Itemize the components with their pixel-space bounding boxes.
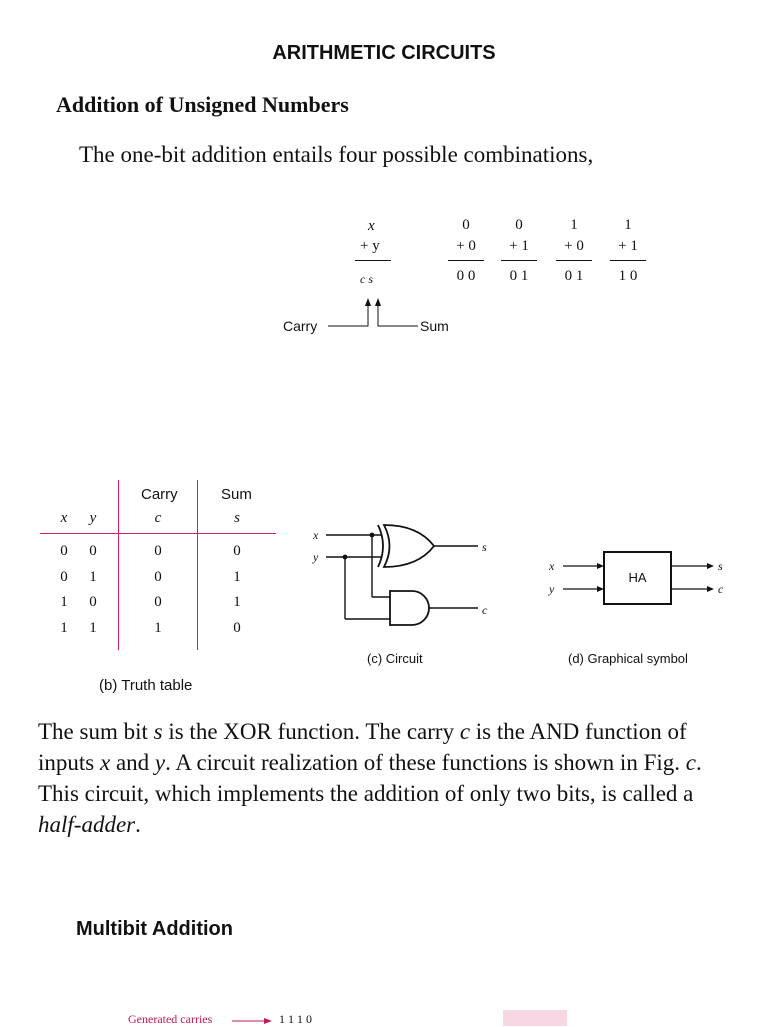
table-cell: 1 [233,594,241,610]
generated-carries-label: Generated carries [128,1012,213,1026]
table-header-rule [40,533,276,534]
paragraph-var: s [153,719,163,744]
circuit-caption: (c) Circuit [367,651,423,666]
column-operand: + 1 [509,238,529,254]
table-cell: 1 [89,569,97,585]
paragraph-var: c [459,719,471,744]
paragraph-text: is the XOR function. The carry [162,719,460,744]
column-rule [448,260,484,261]
table-cell: 0 [89,543,97,559]
column-operand: + 1 [618,238,638,254]
carry-label: Carry [283,318,318,334]
table-cell: 0 [154,594,162,610]
column-top: 0 [515,217,523,233]
operand-y: + y [360,238,380,254]
table-cell: 0 [154,543,162,559]
circuit-input-y: y [313,550,319,564]
sum-rule [355,260,391,261]
table-cell: 1 [89,620,97,636]
paragraph-var: x [99,750,111,775]
multibit-heading: Multibit Addition [76,918,233,940]
column-rule [501,260,537,261]
carry-sum-arrows [320,296,430,332]
document-title: ARITHMETIC CIRCUITS [272,42,496,64]
carries-value: 1 1 1 0 [279,1012,312,1026]
header-x: x [60,510,68,526]
symbol-input-x: x [549,559,555,573]
column-result: 0 1 [509,268,529,284]
table-cell: 1 [154,620,162,636]
paragraph-text: is the AND function of inputs [38,719,687,775]
result-cs: c s [360,272,373,286]
sum-label: Sum [420,318,449,334]
column-result: 0 0 [456,268,476,284]
symbol-output-s: s [718,559,723,573]
column-rule [556,260,592,261]
section-heading: Addition of Unsigned Numbers [56,92,349,117]
column-top: 0 [462,217,470,233]
column-rule [610,260,646,261]
column-operand: + 0 [456,238,476,254]
header-c: c [154,510,162,526]
symbol-caption: (d) Graphical symbol [568,651,688,666]
paragraph-text: . [135,812,141,837]
column-result: 0 1 [564,268,584,284]
circuit-output-s: s [482,540,487,554]
circuit-output-c: c [482,603,488,617]
table-cell: 1 [60,594,68,610]
circuit-input-x: x [313,528,319,542]
paragraph-text: . This circuit, which implements the addition of only two bits, is called a [38,750,702,806]
column-top: 1 [570,217,578,233]
paragraph-var: y [154,750,166,775]
sum-header: Sum [221,486,252,503]
paragraph-term: half-adder [38,812,136,837]
table-cell: 0 [89,594,97,610]
table-cell: 0 [233,620,241,636]
table-cell: 0 [233,543,241,559]
paragraph-text: and [110,750,155,775]
carry-header: Carry [141,486,178,503]
column-operand: + 0 [564,238,584,254]
table-column-divider [118,480,119,650]
operand-x: x [368,218,375,234]
intro-text: The one-bit addition entails four possible combinations, [79,142,594,167]
ha-block-label: HA [628,570,647,585]
table-cell: 0 [60,569,68,585]
table-cell: 1 [60,620,68,636]
logic-gates-diagram [320,515,500,635]
paragraph-text: . A circuit realization of these functions is shown in Fig. [165,750,686,775]
table-cell: 0 [60,543,68,559]
paragraph-text: The sum bit [38,719,154,744]
table-cell: 1 [233,569,241,585]
table-cell: 0 [154,569,162,585]
column-top: 1 [624,217,632,233]
truth-table-caption: (b) Truth table [99,677,193,694]
half-adder-paragraph [38,716,738,840]
column-result: 1 0 [618,268,638,284]
symbol-output-c: c [718,582,724,596]
symbol-input-y: y [549,582,555,596]
header-y: y [89,510,97,526]
table-column-divider [197,480,198,650]
header-s: s [234,510,240,526]
paragraph-var: c [685,750,696,775]
